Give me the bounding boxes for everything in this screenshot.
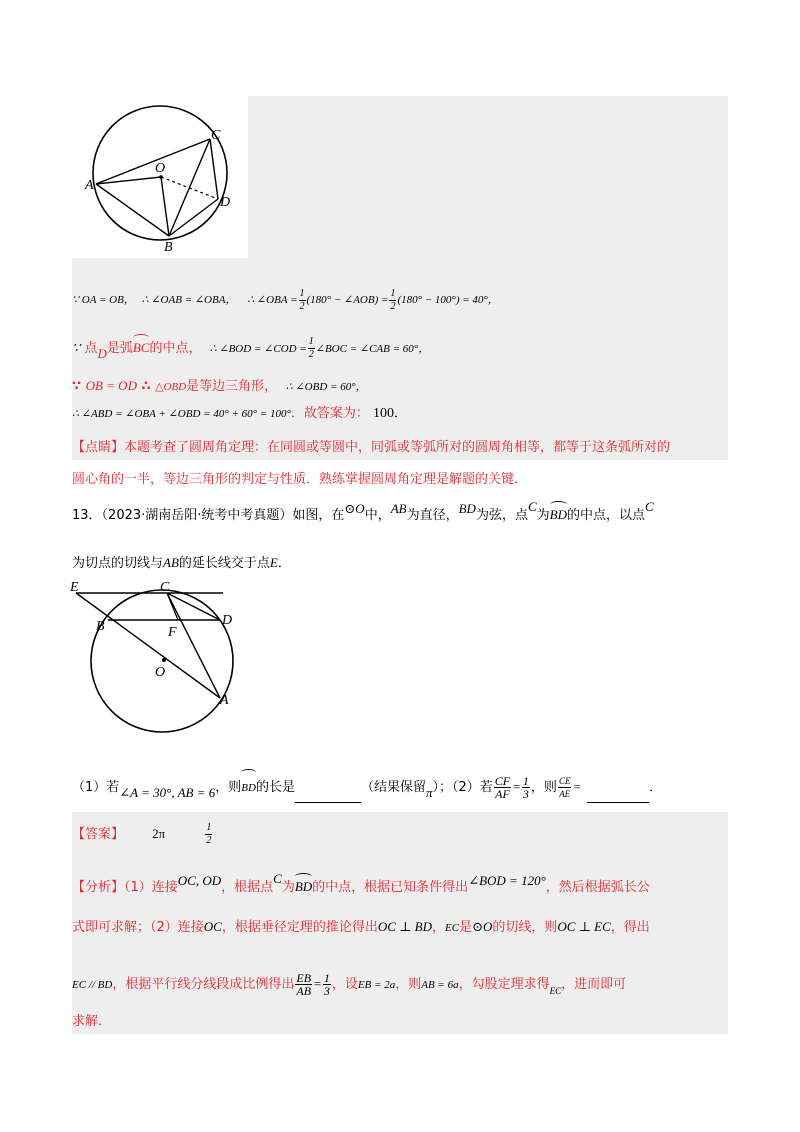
fig12-label-o: O (155, 161, 166, 176)
fig13-label-c: C (160, 580, 170, 595)
solution-line-2: ∵ 点D是弧BC的中点， ∴ ∠BOD = ∠COD = $\frac{1}{2}$ ∠BOC = ∠CAB = 60°， (72, 336, 430, 361)
q13-line-1: 13．（2023·湖南岳阳·统考中考真题）如图，在⊙O中，AB为直径，BD为弦，点C为BD的中点，以点C (72, 499, 654, 523)
fig12-label-d: D (220, 195, 231, 210)
fig13-label-d: D (222, 613, 233, 628)
fig13-label-a: A (220, 693, 229, 708)
fig13-label-o: O (155, 665, 166, 680)
answer-line: 【答案】 2π $\frac{1}{2}$ (72, 822, 212, 846)
q13-subquestions: （1）若∠A = 30°, AB = 6，则BD的长是 （结果保留π）；（2）若 $\frac{CF}{AF}$ = $\frac{1}{3}$ ，则 $\frac{CE}{AE}$ = ． (72, 774, 663, 801)
figure-12 (72, 96, 248, 258)
comment-line-2: 圆心角的一半，等边三角形的判定与性质．熟练掌握圆周角定理是解题的关键． (72, 472, 528, 487)
solution-line-3: ∵ OB = OD ∴ △OBD是等边三角形， ∴ ∠OBD = 60°， (72, 378, 367, 394)
fig12-label-a: A (85, 178, 94, 193)
answer-blank-2[interactable] (587, 784, 649, 803)
analysis-line-4: 求解． (72, 1014, 112, 1029)
q13-line-2: 为切点的切线与AB的延长线交于点E． (72, 555, 291, 571)
figure-13 (68, 578, 248, 758)
fig13-label-b: B (96, 619, 105, 634)
answer-blank-1[interactable] (295, 784, 361, 803)
fig13-label-f: F (168, 625, 177, 640)
comment-line-1: 【点睛】本题考查了圆周角定理：在同圆或等圆中，同弧或等弧所对的圆周角相等，都等于这条弧所对的 (72, 440, 671, 455)
solution-line-1: ∵ OA = OB， ∴ ∠OAB = ∠OBA， ∴ ∠OBA = $\frac{1}{2}$ (180° − ∠AOB) = $\frac{1}{2}$ (180° − 100°) = 40°， (72, 288, 499, 312)
analysis-line-2: 式即可求解；（2）连接OC，根据垂径定理的推论得出OC ⊥ BD，EC是⊙O的切线，则OC ⊥ EC，得出 (72, 919, 650, 935)
analysis-line-1: 【分析】（1）连接OC, OD，根据点C为BD的中点，根据已知条件得出∠BOD = 120°，然后根据弧长公 (72, 871, 650, 895)
fig13-label-e: E (70, 580, 79, 595)
fig12-label-c: C (211, 128, 221, 143)
solution-line-4: ∴ ∠ABD = ∠OBA + ∠OBD = 40° + 60° = 100°．故答案为： 100． (72, 406, 408, 421)
analysis-line-3: EC // BD，根据平行线分线段成比例得出 $\frac{EB}{AB}$ = $\frac{1}{3}$ ，设EB = 2a，则AB = 6a，勾股定理求得$_{EC}$，进而即可 (72, 971, 627, 998)
fig12-label-b: B (164, 240, 173, 255)
